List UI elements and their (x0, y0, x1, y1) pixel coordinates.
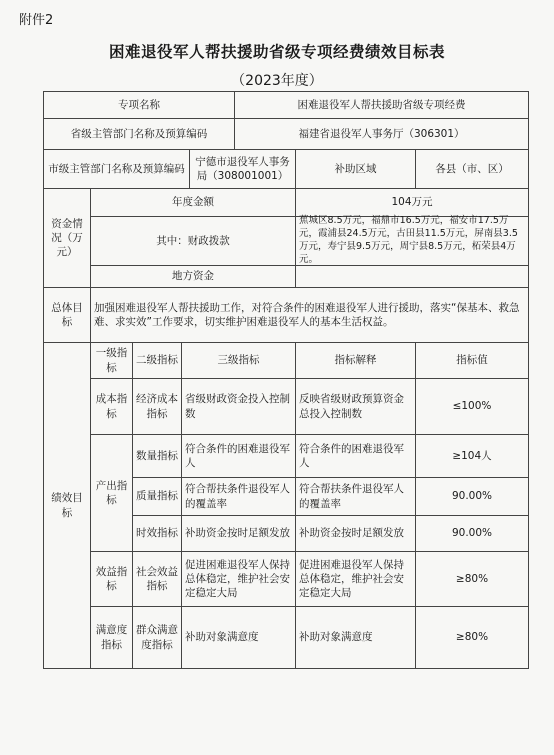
overall-goal-label: 总体目标 (43, 287, 91, 343)
overall-goal-text: 加强困难退役军人帮扶援助工作，对符合条件的困难退役军人进行援助，落实“保基本、救急难、求实效”工作要求，切实维护困难退役军人的基本生活权益。 (90, 287, 529, 343)
quantity-explanation: 符合条件的困难退役军人 (295, 434, 416, 478)
year-label: （2023年度） (231, 73, 323, 89)
cost-value: ≤100% (415, 378, 529, 435)
quality-explanation: 符合帮扶条件退役军人的覆盖率 (295, 477, 416, 516)
benefit-level3: 促进困难退役军人保持总体稳定，维护社会安定稳定大局 (181, 551, 296, 607)
annual-amount-value: 104万元 (295, 188, 529, 217)
timeliness-level3: 补助资金按时足额发放 (181, 515, 296, 552)
quantity-value: ≥104人 (415, 434, 529, 478)
satisfaction-value: ≥80% (415, 606, 529, 669)
public-satisfaction-indicator: 群众满意度指标 (132, 606, 182, 669)
benefit-value: ≥80% (415, 551, 529, 607)
fiscal-value: 蕉城区8.5万元，福鼎市16.5万元，福安市17.5万元，霞浦县24.5万元，古田县11.5万元，屏南县3.5万元，寿宁县9.5万元，周宁县8.5万元，柘荣县4万元。 (295, 216, 529, 266)
quality-indicator: 质量指标 (132, 477, 182, 516)
timeliness-indicator: 时效指标 (132, 515, 182, 552)
header-level1: 一级指标 (90, 342, 133, 379)
social-benefit-indicator: 社会效益指标 (132, 551, 182, 607)
cost-indicator: 成本指标 (90, 378, 133, 435)
benefit-explanation: 促进困难退役军人保持总体稳定，维护社会安定稳定大局 (295, 551, 416, 607)
performance-label: 绩效目标 (43, 342, 91, 669)
area-label: 补助区域 (295, 149, 416, 189)
timeliness-value: 90.00% (415, 515, 529, 552)
satisfaction-level3: 补助对象满意度 (181, 606, 296, 669)
page-title: 困难退役军人帮扶援助省级专项经费绩效目标表 (108, 43, 445, 61)
local-funds-value (295, 265, 529, 288)
economic-cost-indicator: 经济成本指标 (132, 378, 182, 435)
quantity-indicator: 数量指标 (132, 434, 182, 478)
header-level3: 三级指标 (181, 342, 296, 379)
cost-level3: 省级财政资金投入控制数 (181, 378, 296, 435)
header-value: 指标值 (415, 342, 529, 379)
annual-amount-label: 年度金额 (90, 188, 296, 217)
cost-explanation: 反映省级财政预算资金总投入控制数 (295, 378, 416, 435)
local-funds-label: 地方资金 (90, 265, 296, 288)
fiscal-label: 其中：财政拨款 (90, 216, 296, 266)
quantity-level3: 符合条件的困难退役军人 (181, 434, 296, 478)
output-indicator: 产出指标 (90, 434, 133, 552)
satisfaction-explanation: 补助对象满意度 (295, 606, 416, 669)
project-name-value: 困难退役军人帮扶援助省级专项经费 (234, 91, 529, 119)
funds-label: 资金情况（万元） (43, 188, 91, 288)
satisfaction-indicator: 满意度指标 (90, 606, 133, 669)
project-name-label: 专项名称 (43, 91, 235, 119)
header-explanation: 指标解释 (295, 342, 416, 379)
timeliness-explanation: 补助资金按时足额发放 (295, 515, 416, 552)
quality-value: 90.00% (415, 477, 529, 516)
benefit-indicator: 效益指标 (90, 551, 133, 607)
area-value: 各县（市、区） (415, 149, 529, 189)
prov-dept-label: 省级主管部门名称及预算编码 (43, 118, 235, 150)
city-dept-label: 市级主管部门名称及预算编码 (43, 149, 190, 189)
quality-level3: 符合帮扶条件退役军人的覆盖率 (181, 477, 296, 516)
header-level2: 二级指标 (132, 342, 182, 379)
prov-dept-value: 福建省退役军人事务厅（306301） (234, 118, 529, 150)
attachment-label: 附件2 (19, 13, 54, 28)
city-dept-value: 宁德市退役军人事务局（308001001） (189, 149, 296, 189)
